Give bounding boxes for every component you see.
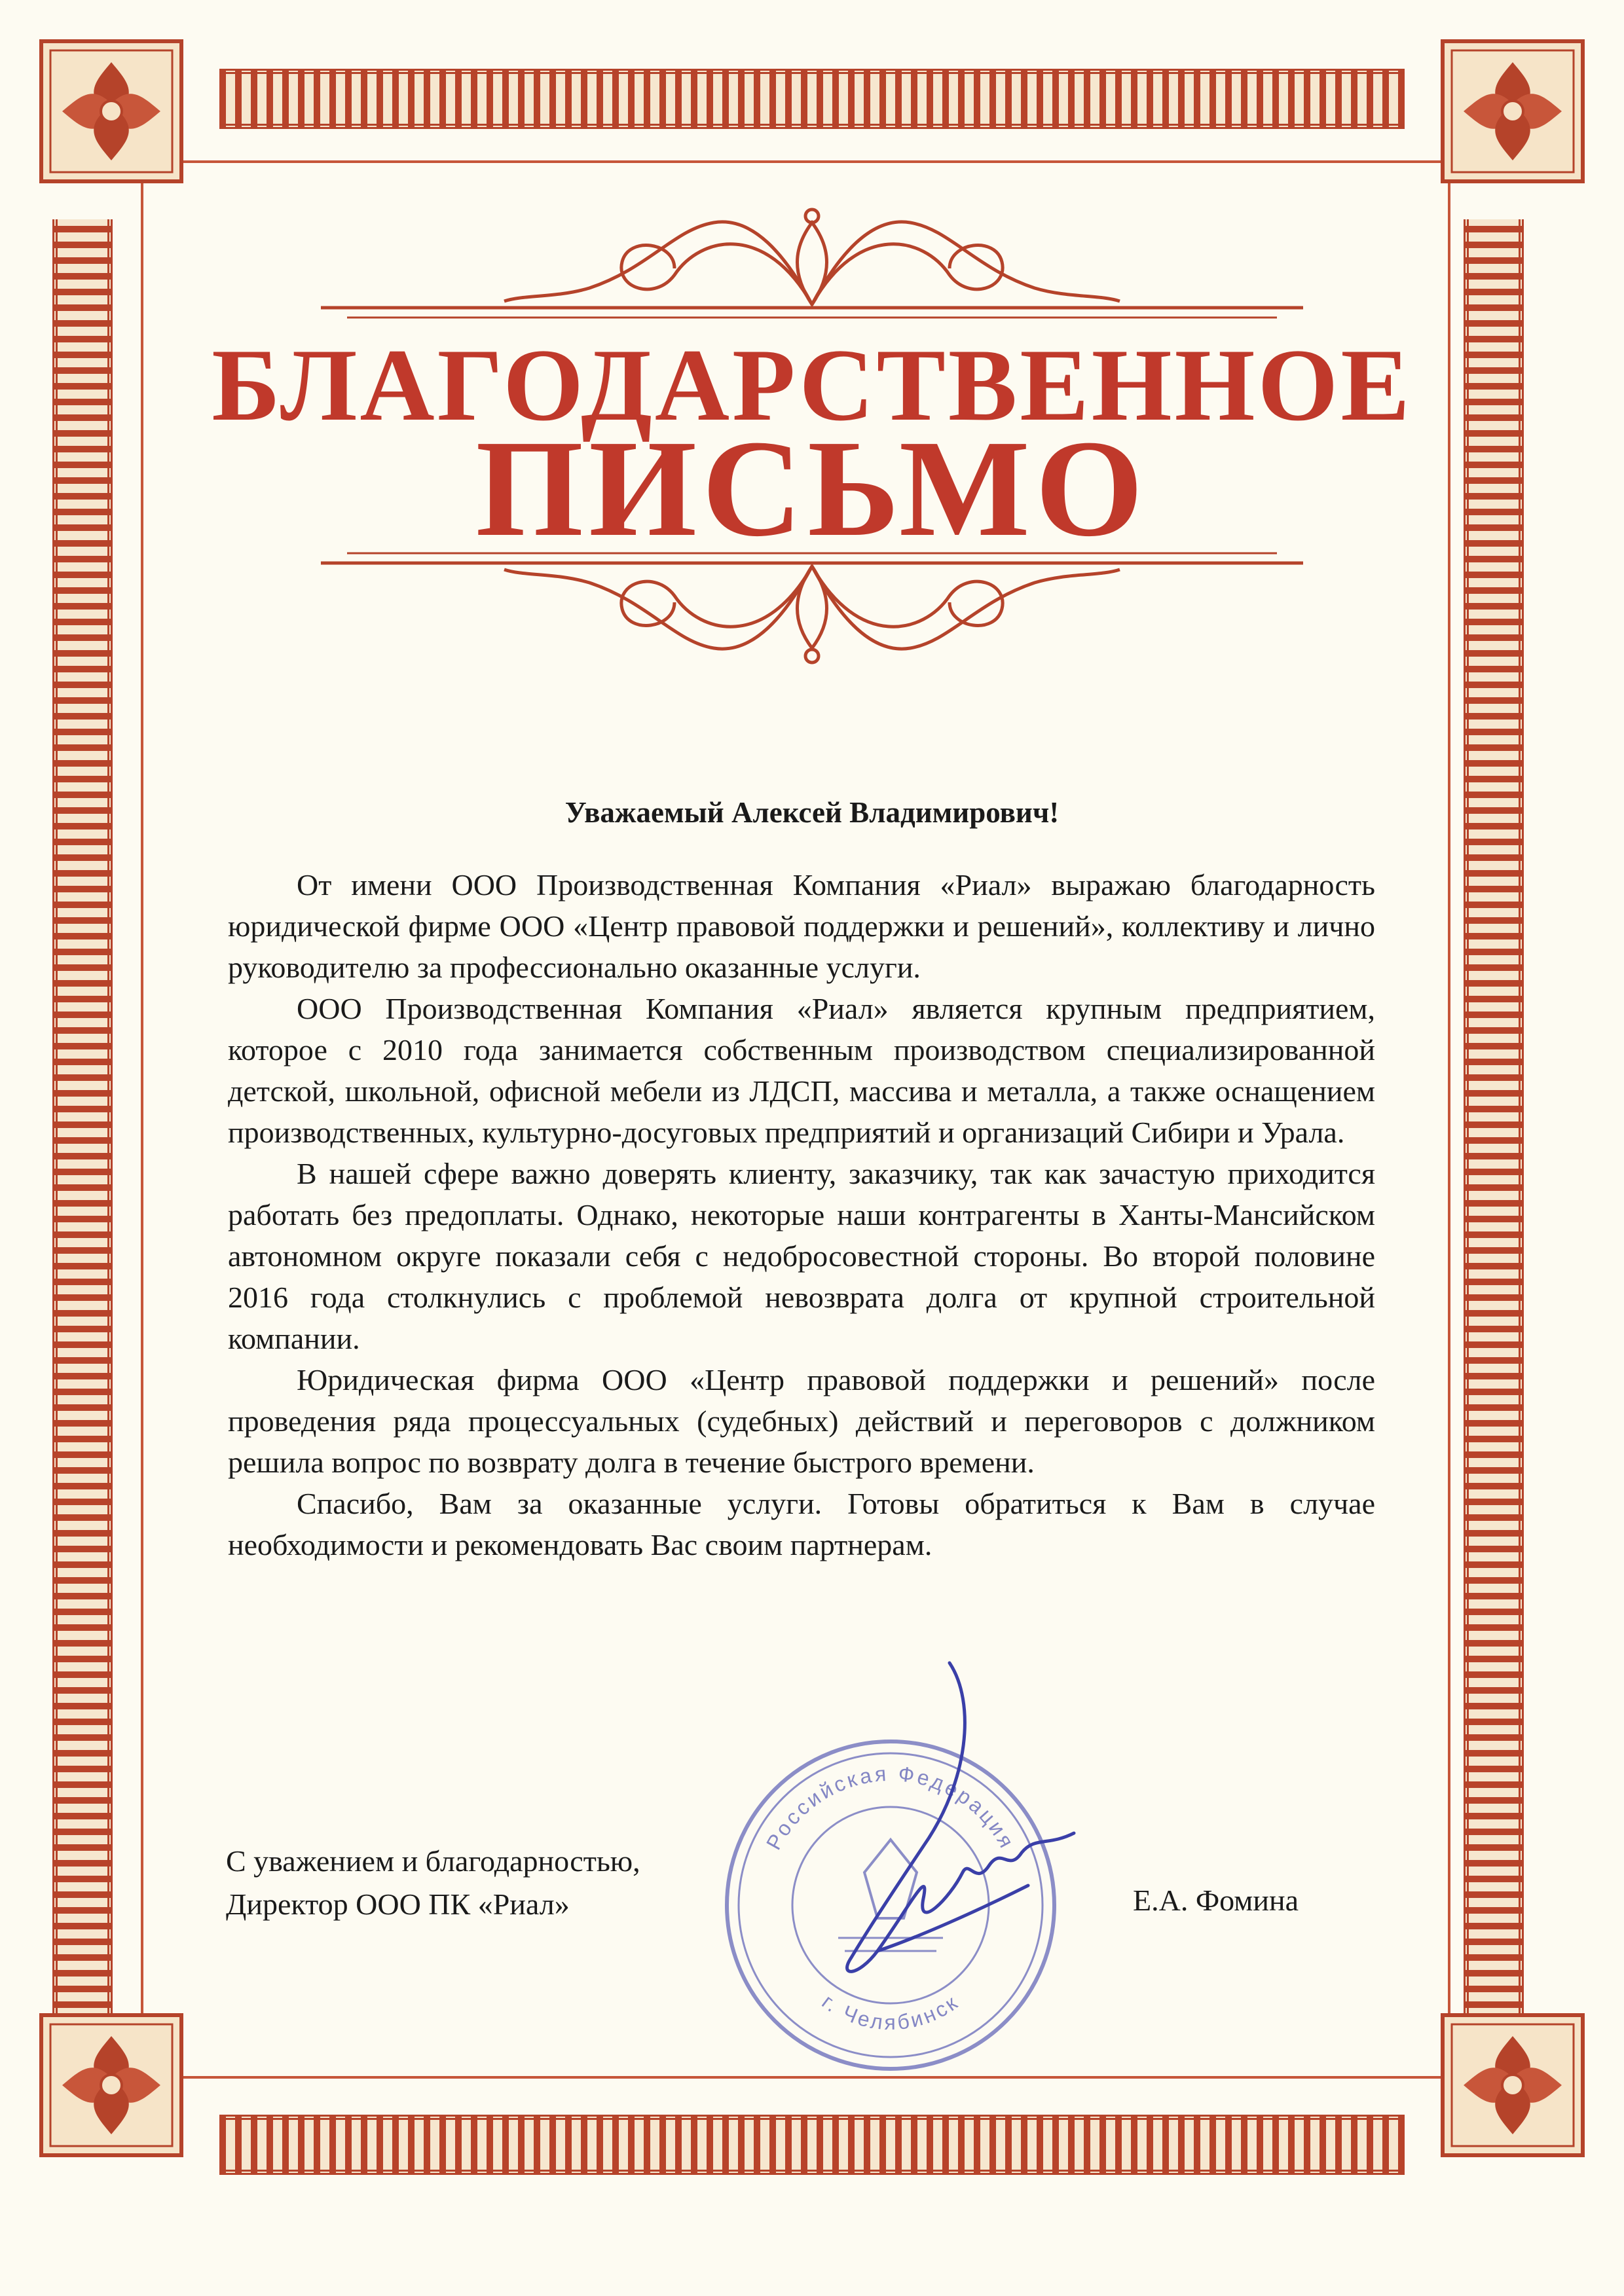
paragraph: Юридическая фирма ООО «Центр правовой поддержки и решений» после проведения ряда процессуальных (судебных) действий и переговоров с должником решила вопрос по возврату долга в течение быстрого времени. bbox=[228, 1363, 1375, 1479]
lower-flourish-icon bbox=[308, 537, 1316, 674]
corner-ornament-icon bbox=[36, 2010, 187, 2160]
closing-block bbox=[226, 1840, 640, 1926]
paragraph: В нашей сфере важно доверять клиенту, заказчику, так как зачастую приходится работать без предоплаты. Однако, некоторые наши контрагенты в Ханты-Мансийском автономном округе показали себя с недобросовестной стороны. Во второй половине 2016 года столкнулись с проблемой невозврата долга от крупной строительной компании. bbox=[228, 1157, 1375, 1355]
closing-line-2: Директор ООО ПК «Риал» bbox=[226, 1887, 570, 1921]
top-ornament-border bbox=[219, 69, 1405, 129]
handwritten-signature-icon bbox=[812, 1650, 1087, 1990]
stamp-text-bottom: г. Челябинск bbox=[817, 1989, 964, 2035]
right-ornament-border bbox=[1464, 219, 1524, 2039]
letter-body bbox=[228, 864, 1375, 1565]
salutation: Уважаемый Алексей Владимирович! bbox=[564, 796, 1060, 829]
title-line-2: ПИСЬМО bbox=[475, 411, 1149, 565]
signer-name: Е.А. Фомина bbox=[1133, 1884, 1299, 1917]
corner-ornament-icon bbox=[1437, 2010, 1588, 2160]
stamp-text-top: Российская Федерация bbox=[761, 1761, 1020, 1854]
paragraph: От имени ООО Производственная Компания «Риал» выражаю благодарность юридической фирме ООО «Центр правовой поддержки и решений», коллективу и лично руководителю за профессионально оказанные услуги. bbox=[228, 868, 1375, 984]
bottom-ornament-border bbox=[219, 2115, 1405, 2175]
closing-line-1: С уважением и благодарностью, bbox=[226, 1844, 640, 1878]
corner-ornament-icon bbox=[36, 36, 187, 187]
left-ornament-border bbox=[52, 219, 113, 2039]
paragraph: Спасибо, Вам за оказанные услуги. Готовы обратиться к Вам в случае необходимости и рекомендовать Вас своим партнерам. bbox=[228, 1487, 1375, 1561]
upper-flourish-icon bbox=[308, 196, 1316, 334]
svg-text:г. Челябинск bbox=[818, 1990, 964, 2034]
paragraph: ООО Производственная Компания «Риал» является крупным предприятием, которое с 2010 года занимается собственным производством специализированной детской, школьной, офисной мебели из ЛДСП, массива и металла, а также оснащением производственных, культурно-досуговых предприятий и организаций Сибири и Урала. bbox=[228, 992, 1375, 1149]
corner-ornament-icon bbox=[1437, 36, 1588, 187]
title-line-1: БЛАГОДАРСТВЕННОЕ bbox=[212, 328, 1412, 443]
